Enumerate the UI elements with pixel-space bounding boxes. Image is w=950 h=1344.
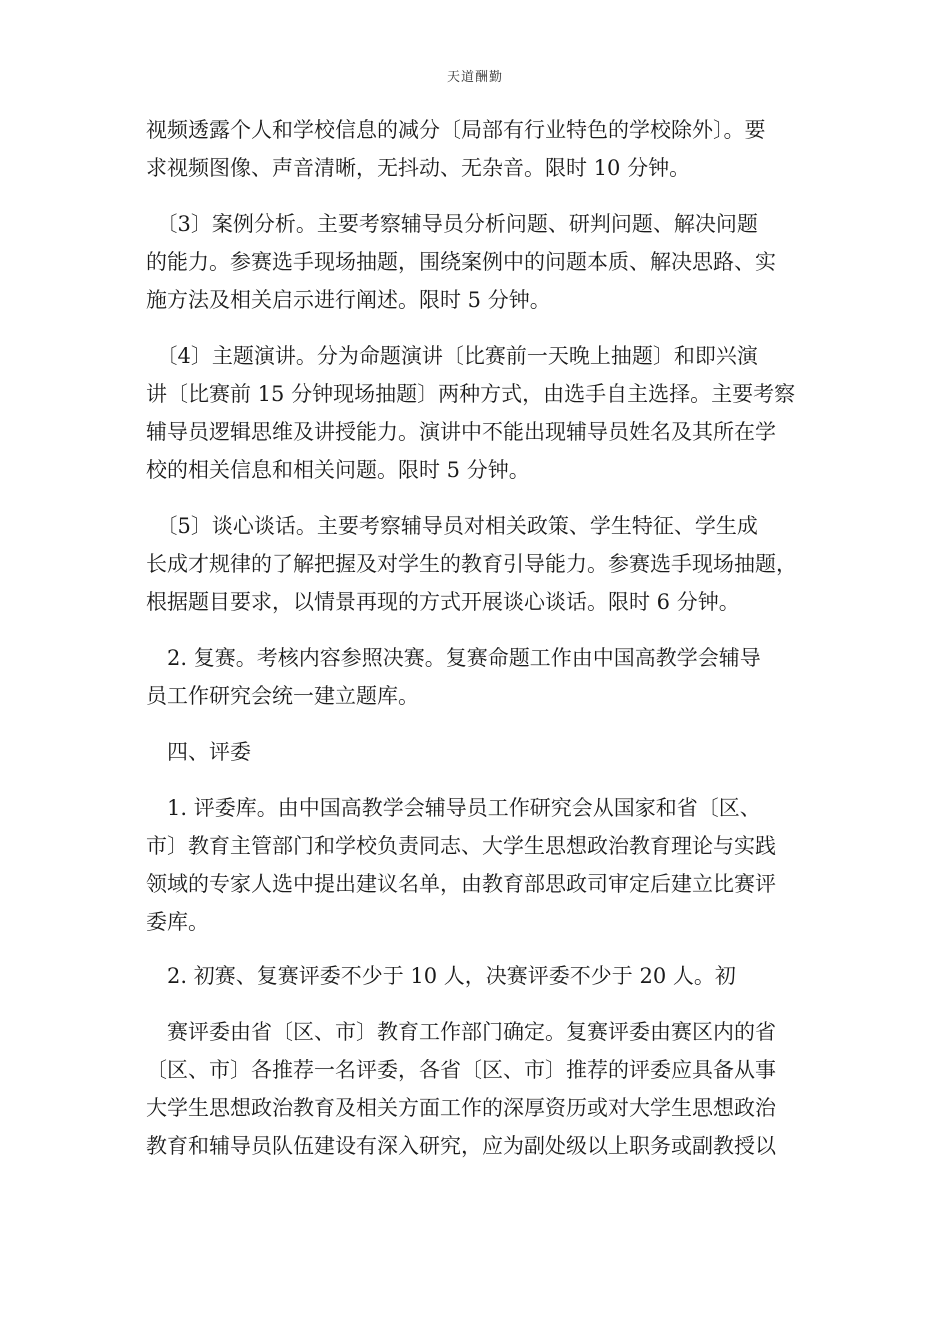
text-line: 赛评委由省〔区、市〕教育工作部门确定。复赛评委由赛区内的省	[146, 1020, 776, 1044]
section-heading-judges	[146, 733, 806, 771]
text-line: 讲〔比赛前 15 分钟现场抽题〕两种方式，由选手自主选择。主要考察	[146, 382, 796, 406]
text-line: 1. 评委库。由中国高教学会辅导员工作研究会从国家和省〔区、	[146, 796, 761, 820]
text-line: 〔3〕案例分析。主要考察辅导员分析问题、研判问题、解决问题	[146, 212, 758, 236]
paragraph-semifinal	[146, 639, 806, 715]
text-line: 市〕教育主管部门和学校负责同志、大学生思想政治教育理论与实践	[146, 834, 776, 858]
paragraph-case-analysis	[146, 205, 806, 319]
text-line: 2. 复赛。考核内容参照决赛。复赛命题工作由中国高教学会辅导	[146, 646, 761, 670]
text-line: 委库。	[146, 910, 209, 934]
text-line: 大学生思想政治教育及相关方面工作的深厚资历或对大学生思想政治	[146, 1096, 776, 1120]
running-header: 天道酬勤	[446, 70, 503, 85]
paragraph-judge-pool	[146, 789, 806, 941]
text-line: 2. 初赛、复赛评委不少于 10 人，决赛评委不少于 20 人。初	[146, 964, 736, 988]
text-line: 〔4〕主题演讲。分为命题演讲〔比赛前一天晚上抽题〕和即兴演	[146, 344, 758, 368]
paragraph-judge-selection	[146, 1013, 806, 1165]
text-line: 施方法及相关启示进行阐述。限时 5 分钟。	[146, 288, 551, 312]
text-line: 领域的专家人选中提出建议名单，由教育部思政司审定后建立比赛评	[146, 872, 776, 896]
text-line: 员工作研究会统一建立题库。	[146, 684, 419, 708]
text-line: 辅导员逻辑思维及讲授能力。演讲中不能出现辅导员姓名及其所在学	[146, 420, 776, 444]
paragraph-judge-count	[146, 957, 806, 995]
text-line: 〔5〕谈心谈话。主要考察辅导员对相关政策、学生特征、学生成	[146, 514, 758, 538]
text-line: 的能力。参赛选手现场抽题，围绕案例中的问题本质、解决思路、实	[146, 250, 776, 274]
paragraph-video-continuation	[146, 111, 806, 187]
text-line: 校的相关信息和相关问题。限时 5 分钟。	[146, 458, 530, 482]
paragraph-theme-speech	[146, 337, 806, 489]
text-line: 视频透露个人和学校信息的减分〔局部有行业特色的学校除外〕。要	[146, 118, 766, 142]
text-line: 根据题目要求，以情景再现的方式开展谈心谈话。限时 6 分钟。	[146, 590, 740, 614]
paragraph-heart-talk	[146, 507, 806, 621]
text-line: 长成才规律的了解把握及对学生的教育引导能力。参赛选手现场抽题，	[146, 552, 797, 576]
text-line: 教育和辅导员队伍建设有深入研究，应为副处级以上职务或副教授以	[146, 1134, 776, 1158]
text-line: 〔区、市〕各推荐一名评委，各省〔区、市〕推荐的评委应具备从事	[146, 1058, 776, 1082]
section-heading: 四、评委	[146, 740, 251, 764]
text-line: 求视频图像、声音清晰，无抖动、无杂音。限时 10 分钟。	[146, 156, 691, 180]
